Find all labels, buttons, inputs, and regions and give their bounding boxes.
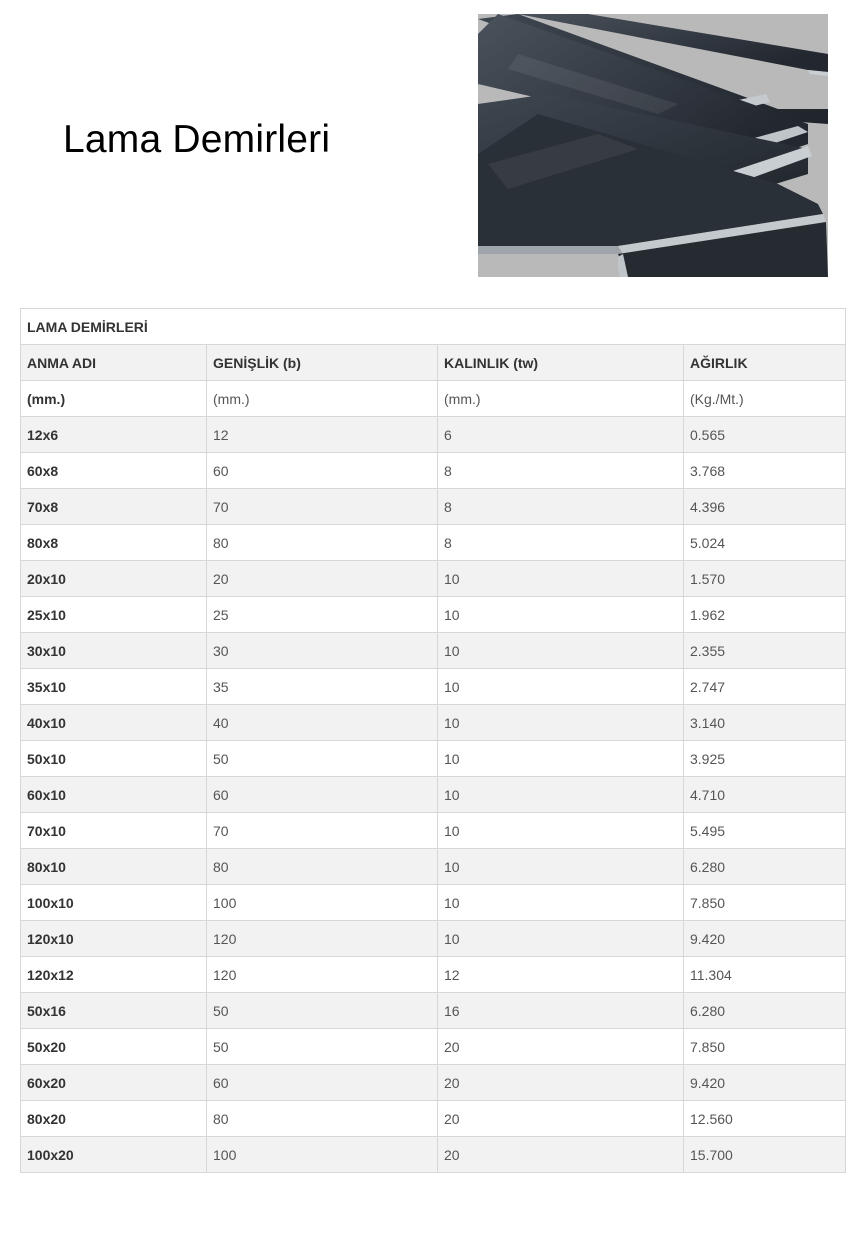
table-row xyxy=(21,525,846,561)
cell-genislik: 12 xyxy=(207,417,438,453)
table-row xyxy=(21,849,846,885)
cell-agirlik: 1.962 xyxy=(684,597,846,633)
cell-agirlik: 1.570 xyxy=(684,561,846,597)
cell-agirlik: 15.700 xyxy=(684,1137,846,1173)
table-row xyxy=(21,885,846,921)
cell-genislik: 50 xyxy=(207,1029,438,1065)
cell-anma-adi: 40x10 xyxy=(21,705,207,741)
cell-kalinlik: 16 xyxy=(438,993,684,1029)
table-row xyxy=(21,921,846,957)
cell-anma-adi: 120x12 xyxy=(21,957,207,993)
table-row xyxy=(21,813,846,849)
table-row xyxy=(21,1029,846,1065)
cell-agirlik: 5.495 xyxy=(684,813,846,849)
table-caption: LAMA DEMİRLERİ xyxy=(21,309,846,345)
cell-genislik: 50 xyxy=(207,741,438,777)
cell-anma-adi: 50x16 xyxy=(21,993,207,1029)
cell-genislik: 120 xyxy=(207,957,438,993)
table-header-row xyxy=(21,345,846,381)
table-row xyxy=(21,777,846,813)
table-units-row xyxy=(21,381,846,417)
cell-genislik: 100 xyxy=(207,885,438,921)
cell-kalinlik: 10 xyxy=(438,705,684,741)
table-caption-row xyxy=(21,309,846,345)
cell-anma-adi: 70x8 xyxy=(21,489,207,525)
cell-kalinlik: 10 xyxy=(438,777,684,813)
cell-kalinlik: 20 xyxy=(438,1137,684,1173)
cell-agirlik: 9.420 xyxy=(684,921,846,957)
cell-genislik: 80 xyxy=(207,1101,438,1137)
cell-anma-adi: 80x8 xyxy=(21,525,207,561)
cell-agirlik: 4.396 xyxy=(684,489,846,525)
cell-genislik: 40 xyxy=(207,705,438,741)
cell-anma-adi: 60x8 xyxy=(21,453,207,489)
cell-kalinlik: 20 xyxy=(438,1029,684,1065)
table-row xyxy=(21,1101,846,1137)
cell-anma-adi: 20x10 xyxy=(21,561,207,597)
cell-kalinlik: 20 xyxy=(438,1101,684,1137)
cell-kalinlik: 6 xyxy=(438,417,684,453)
cell-kalinlik: 10 xyxy=(438,813,684,849)
cell-genislik: 60 xyxy=(207,1065,438,1101)
cell-agirlik: 9.420 xyxy=(684,1065,846,1101)
cell-agirlik: 0.565 xyxy=(684,417,846,453)
table-row xyxy=(21,453,846,489)
cell-agirlik: 2.355 xyxy=(684,633,846,669)
cell-kalinlik: 10 xyxy=(438,885,684,921)
cell-agirlik: 4.710 xyxy=(684,777,846,813)
cell-genislik: 30 xyxy=(207,633,438,669)
cell-anma-adi: 50x20 xyxy=(21,1029,207,1065)
table-row xyxy=(21,417,846,453)
cell-kalinlik: 10 xyxy=(438,633,684,669)
table-row xyxy=(21,597,846,633)
table-row xyxy=(21,741,846,777)
cell-anma-adi: 100x10 xyxy=(21,885,207,921)
cell-genislik: 100 xyxy=(207,1137,438,1173)
header-kalinlik: KALINLIK (tw) xyxy=(438,345,684,381)
cell-agirlik: 6.280 xyxy=(684,849,846,885)
lama-table xyxy=(20,308,846,1173)
cell-kalinlik: 8 xyxy=(438,453,684,489)
cell-agirlik: 3.925 xyxy=(684,741,846,777)
table-row xyxy=(21,561,846,597)
cell-genislik: 20 xyxy=(207,561,438,597)
cell-anma-adi: 30x10 xyxy=(21,633,207,669)
cell-anma-adi: 35x10 xyxy=(21,669,207,705)
cell-genislik: 25 xyxy=(207,597,438,633)
cell-anma-adi: 60x10 xyxy=(21,777,207,813)
header-agirlik: AĞIRLIK xyxy=(684,345,846,381)
product-photo xyxy=(478,14,828,277)
cell-anma-adi: 80x20 xyxy=(21,1101,207,1137)
cell-kalinlik: 10 xyxy=(438,597,684,633)
table-row xyxy=(21,633,846,669)
cell-anma-adi: 50x10 xyxy=(21,741,207,777)
cell-anma-adi: 80x10 xyxy=(21,849,207,885)
cell-anma-adi: 70x10 xyxy=(21,813,207,849)
cell-kalinlik: 10 xyxy=(438,669,684,705)
cell-agirlik: 3.768 xyxy=(684,453,846,489)
cell-genislik: 70 xyxy=(207,813,438,849)
cell-anma-adi: 25x10 xyxy=(21,597,207,633)
cell-anma-adi: 12x6 xyxy=(21,417,207,453)
cell-genislik: 50 xyxy=(207,993,438,1029)
cell-kalinlik: 8 xyxy=(438,489,684,525)
cell-anma-adi: 100x20 xyxy=(21,1137,207,1173)
unit-anma-adi: (mm.) xyxy=(21,381,207,417)
cell-kalinlik: 10 xyxy=(438,561,684,597)
cell-agirlik: 7.850 xyxy=(684,1029,846,1065)
cell-genislik: 120 xyxy=(207,921,438,957)
cell-agirlik: 3.140 xyxy=(684,705,846,741)
unit-kalinlik: (mm.) xyxy=(438,381,684,417)
header-genislik: GENİŞLİK (b) xyxy=(207,345,438,381)
cell-agirlik: 12.560 xyxy=(684,1101,846,1137)
unit-genislik: (mm.) xyxy=(207,381,438,417)
cell-kalinlik: 8 xyxy=(438,525,684,561)
cell-kalinlik: 20 xyxy=(438,1065,684,1101)
table-row xyxy=(21,957,846,993)
table-row xyxy=(21,705,846,741)
cell-agirlik: 2.747 xyxy=(684,669,846,705)
cell-anma-adi: 120x10 xyxy=(21,921,207,957)
table-row xyxy=(21,489,846,525)
cell-genislik: 80 xyxy=(207,525,438,561)
header-anma-adi: ANMA ADI xyxy=(21,345,207,381)
cell-kalinlik: 10 xyxy=(438,741,684,777)
cell-agirlik: 11.304 xyxy=(684,957,846,993)
page-title: Lama Demirleri xyxy=(63,118,331,161)
cell-agirlik: 5.024 xyxy=(684,525,846,561)
cell-kalinlik: 10 xyxy=(438,921,684,957)
cell-kalinlik: 10 xyxy=(438,849,684,885)
unit-agirlik: (Kg./Mt.) xyxy=(684,381,846,417)
cell-genislik: 80 xyxy=(207,849,438,885)
cell-anma-adi: 60x20 xyxy=(21,1065,207,1101)
cell-kalinlik: 12 xyxy=(438,957,684,993)
cell-agirlik: 7.850 xyxy=(684,885,846,921)
table-row xyxy=(21,993,846,1029)
cell-genislik: 70 xyxy=(207,489,438,525)
table-row xyxy=(21,669,846,705)
table-row xyxy=(21,1137,846,1173)
cell-agirlik: 6.280 xyxy=(684,993,846,1029)
cell-genislik: 60 xyxy=(207,453,438,489)
cell-genislik: 60 xyxy=(207,777,438,813)
table-row xyxy=(21,1065,846,1101)
cell-genislik: 35 xyxy=(207,669,438,705)
